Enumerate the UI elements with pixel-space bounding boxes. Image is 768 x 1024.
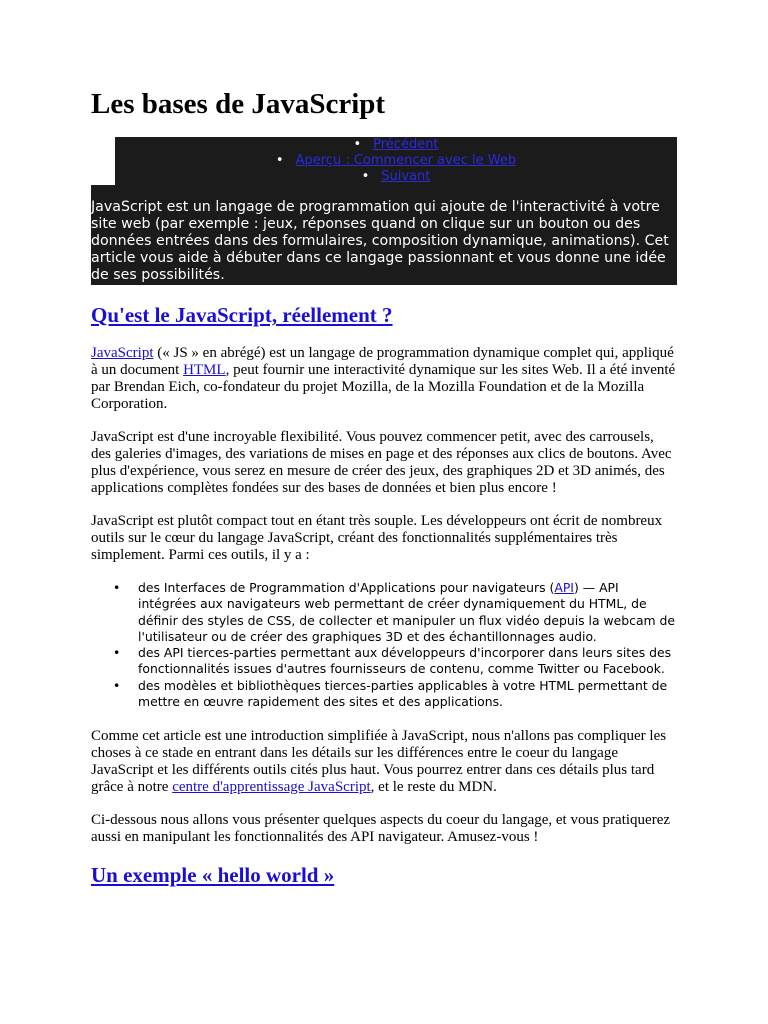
html-link[interactable]: HTML bbox=[183, 362, 226, 378]
paragraph-text: Comme cet article est une introduction simplifiée à JavaScript, nous n'allons pas compliquer les choses à ce stade en entrant dans les détails sur les différences entre le coeur du langage JavaScript et les différents outils cités plus haut. Vous pourrez entrer dans ces détails plus tard grâce à notre bbox=[91, 728, 667, 795]
intro-summary: JavaScript est un langage de programmation qui ajoute de l'interactivité à votre site web (par exemple : jeux, réponses quand on clique sur un bouton ou des données entrées dans des formulaires, composition dynamique, animations). Cet article vous aide à débuter dans ce langage passionnant et vous donne une idée de ses possibilités. bbox=[91, 185, 677, 285]
list-item-text: ) — API intégrées aux navigateurs web permettant de créer dynamiquement du HTML, de définir des styles de CSS, de collecter et manipuler un flux vidéo depuis la webcam de l'utilisateur ou de créer des graphiques 3D et des échantillonnages audio. bbox=[138, 580, 676, 644]
nav-item-overview bbox=[115, 153, 677, 169]
list-item-text: des Interfaces de Programmation d'Applications pour navigateurs ( bbox=[138, 580, 555, 595]
learning-center-link[interactable]: centre d'apprentissage JavaScript bbox=[172, 779, 371, 795]
overview-link[interactable]: Aperçu : Commencer avec le Web bbox=[295, 153, 517, 168]
nav-item-next bbox=[115, 169, 677, 185]
paragraph-below: Ci-dessous nous allons vous présenter quelques aspects du coeur du langage, et vous pratiquerez aussi en manipulant les fonctionnalités des API navigateur. Amusez-vous ! bbox=[91, 812, 671, 845]
nav-item-prev bbox=[115, 137, 677, 153]
paragraph-text: (« JS » en abrégé) est un langage de programmation dynamique complet qui, appliqué à un document bbox=[91, 345, 674, 378]
prev-link[interactable]: Précédent bbox=[373, 137, 439, 152]
list-item bbox=[113, 580, 677, 645]
api-link[interactable]: API bbox=[554, 580, 574, 595]
paragraph-tools: JavaScript est plutôt compact tout en étant très souple. Les développeurs ont écrit de nombreux outils sur le cœur du langage JavaScript, créant des fonctionnalités supplémentaires très simplement. Parmi ces outils, il y a : bbox=[91, 513, 663, 563]
page-title: Les bases de JavaScript bbox=[91, 88, 386, 120]
list-item: • des API tierces-parties permettant aux développeurs d'incorporer dans leurs sites des fonctionnalités issues d'autres fournisseurs de contenu, comme Twitter ou Facebook. bbox=[113, 645, 677, 678]
section-heading-link[interactable]: Qu'est le JavaScript, réellement ? bbox=[91, 303, 393, 327]
javascript-link[interactable]: JavaScript bbox=[91, 345, 154, 361]
article-nav bbox=[115, 137, 677, 185]
list-item: • des modèles et bibliothèques tierces-parties applicables à votre HTML permettant de mettre en œuvre rapidement des sites et des applications. bbox=[113, 678, 677, 711]
section-heading-hello-world bbox=[91, 862, 334, 888]
paragraph-text: , peut fournir une interactivité dynamique sur les sites Web. Il a été inventé par Brendan Eich, co-fondateur du projet Mozilla, de la Mozilla Foundation et de la Mozilla Corporation. bbox=[91, 362, 676, 412]
paragraph-introduction-note bbox=[91, 728, 677, 796]
tools-list bbox=[113, 580, 677, 710]
paragraph-flexibility: JavaScript est d'une incroyable flexibilité. Vous pouvez commencer petit, avec des carrousels, des galeries d'images, des variations de mises en page et des réponses aux clics de boutons. Avec plus d'expérience, vous serez en mesure de créer des jeux, des graphiques 2D et 3D animés, des applications complètes fondées sur des bases de données et bien plus encore ! bbox=[91, 429, 672, 496]
paragraph-definition bbox=[91, 345, 677, 413]
paragraph-text: , et le reste du MDN. bbox=[370, 779, 497, 795]
section-heading-what-is-js bbox=[91, 302, 393, 328]
section-heading-link[interactable]: Un exemple « hello world » bbox=[91, 863, 335, 887]
next-link[interactable]: Suivant bbox=[381, 169, 431, 184]
